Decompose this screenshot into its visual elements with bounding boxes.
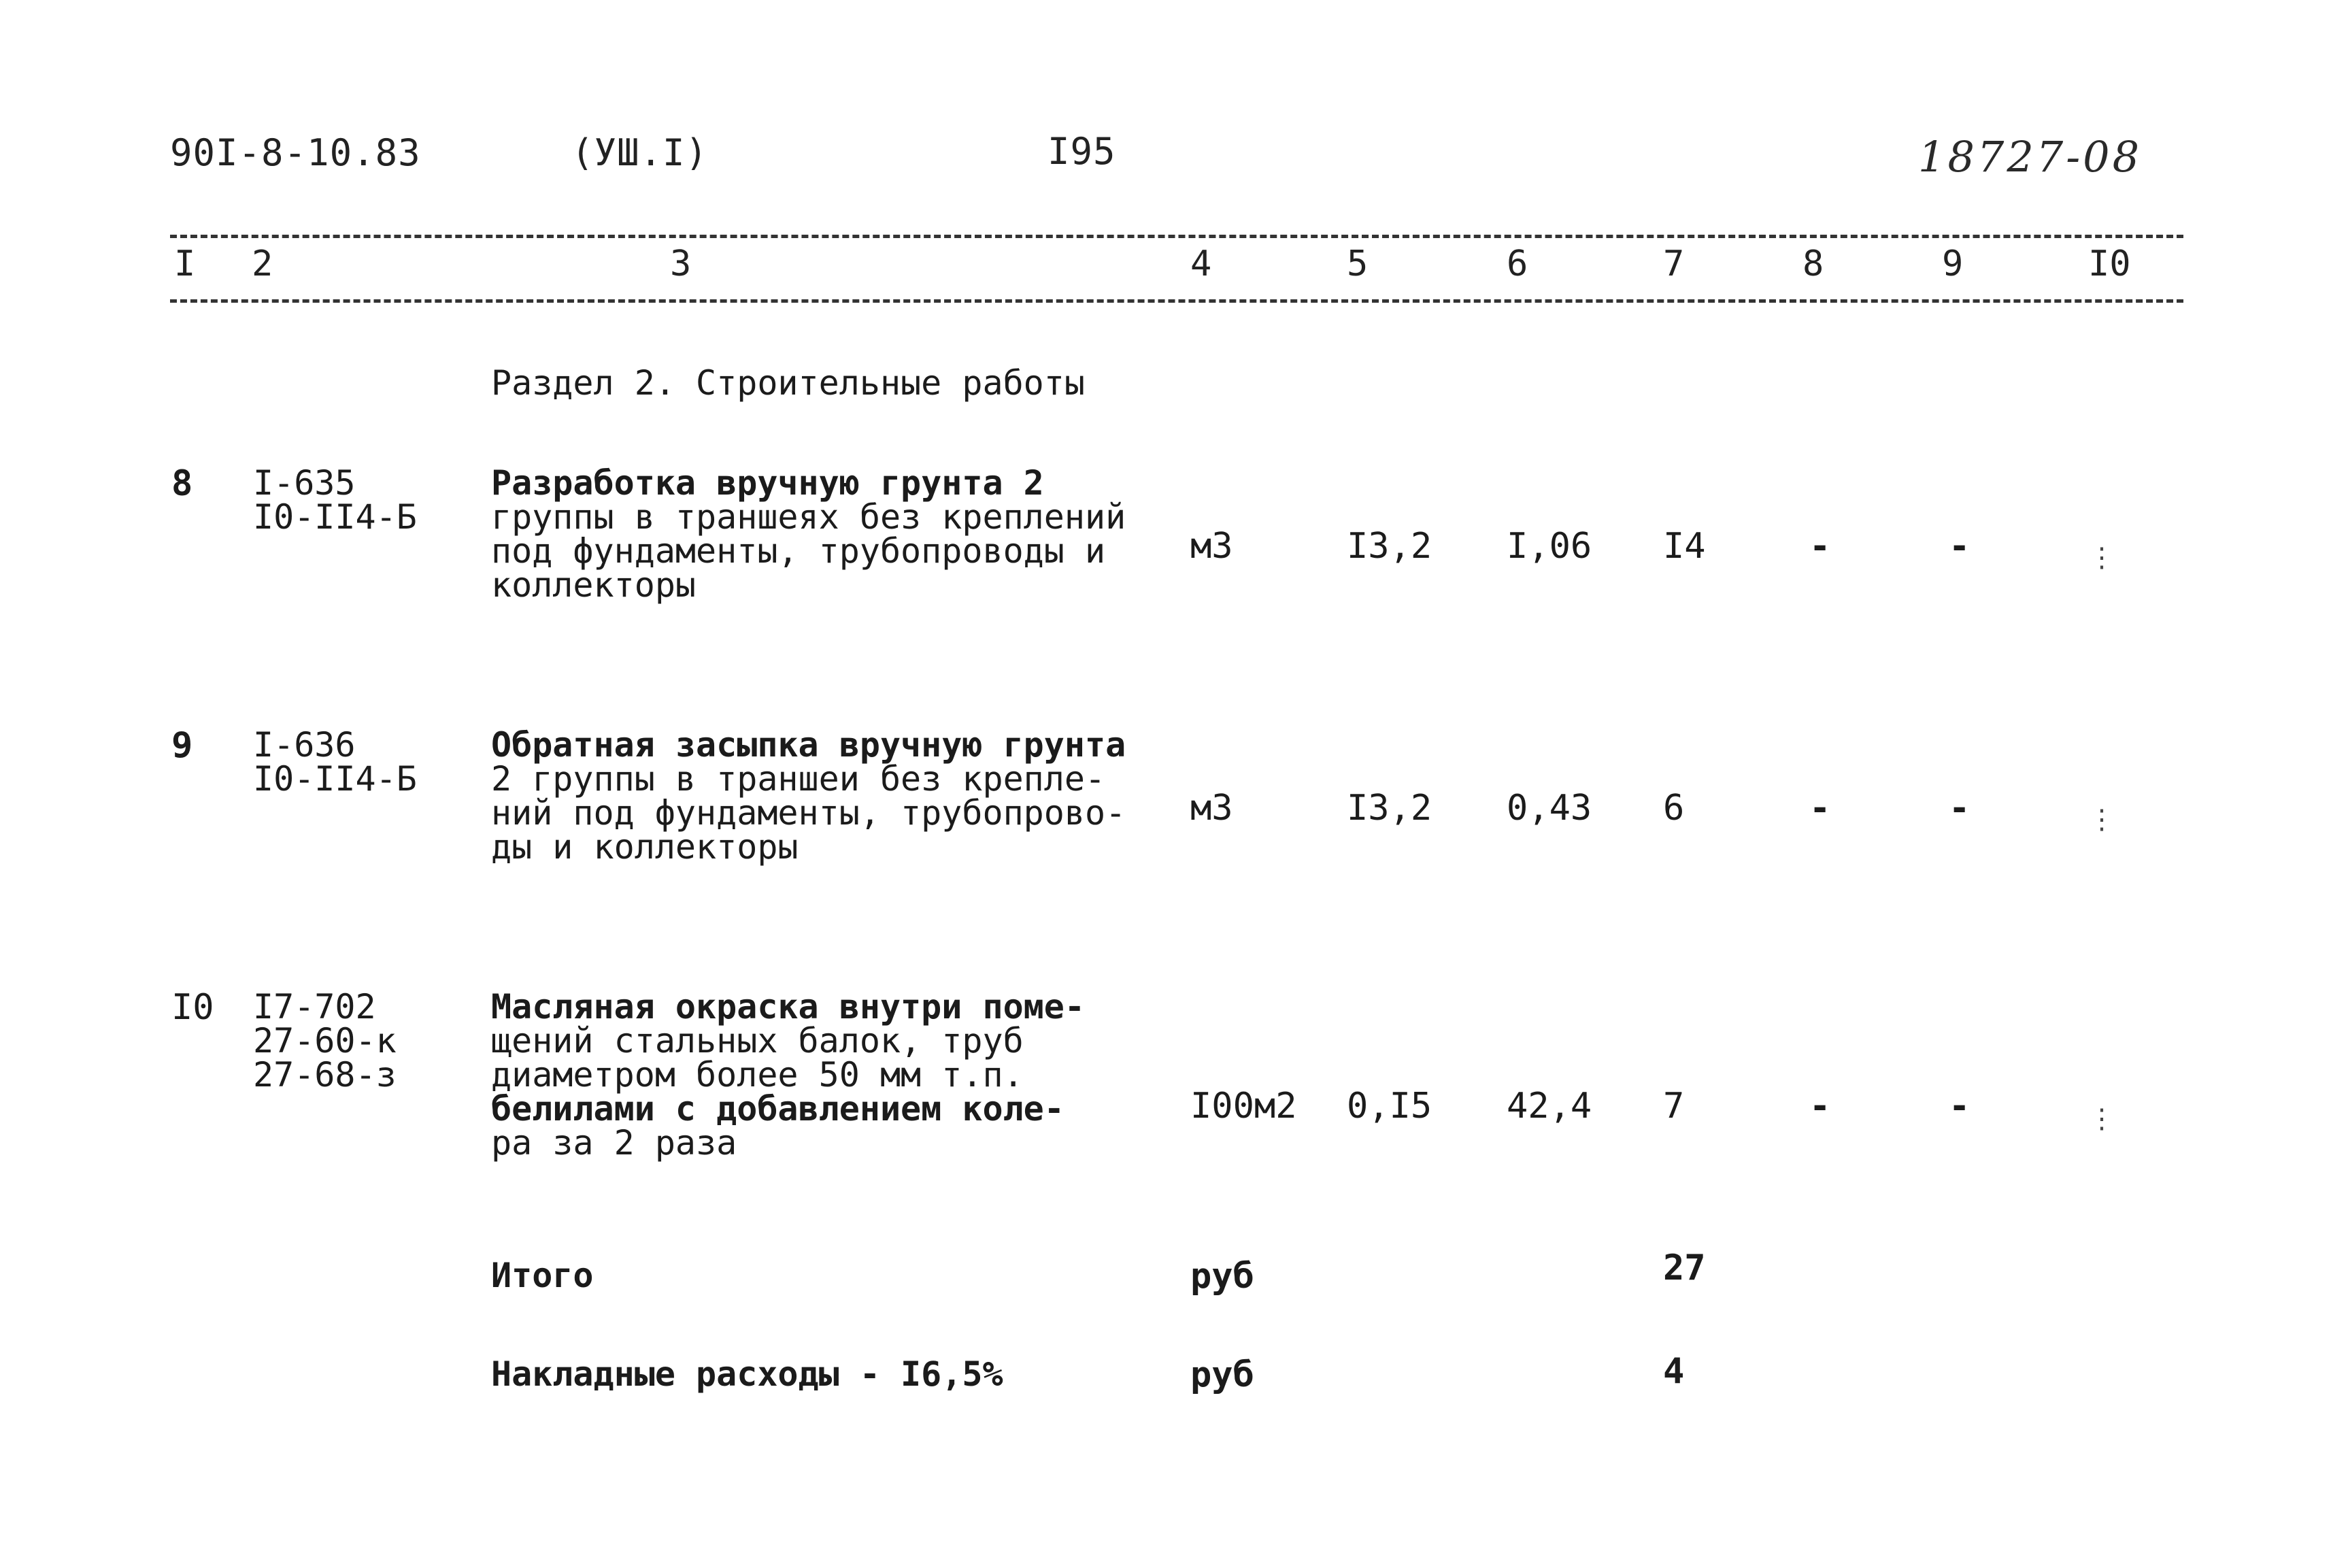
row-total: I4 [1663, 526, 1706, 567]
overhead-value: 4 [1663, 1351, 1685, 1392]
column-header-5: 5 [1347, 244, 1369, 284]
row-description-line: Масляная окраска внутри поме- [491, 987, 1085, 1027]
row-unit-price: 42,4 [1507, 1086, 1592, 1127]
row-col8: - [1809, 788, 1831, 829]
row-code: I0-II4-Б [253, 759, 417, 799]
row-col9: - [1949, 1086, 1971, 1127]
row-unit-price: I,06 [1507, 526, 1592, 567]
column-header-7: 7 [1663, 244, 1685, 284]
row-description-line: 2 группы в траншеи без крепле- [491, 759, 1106, 799]
column-header-1: I [174, 244, 196, 284]
row-description-line: белилами с добавлением коле- [491, 1089, 1064, 1129]
section-title: Раздел 2. Строительные работы [491, 363, 1085, 403]
row-col9: - [1949, 526, 1971, 567]
row-col8: - [1809, 1086, 1831, 1127]
row-quantity: I3,2 [1347, 788, 1432, 829]
row-col10: ⋮ [2088, 804, 2115, 835]
row-code: I7-702 [253, 987, 376, 1027]
row-quantity: I3,2 [1347, 526, 1432, 567]
total-label: Итого [491, 1256, 594, 1295]
row-col10: ⋮ [2088, 542, 2115, 573]
row-description-line: диаметром более 50 мм т.п. [491, 1055, 1024, 1095]
row-description-line: группы в траншеях без креплений [491, 497, 1126, 537]
row-number: I0 [171, 987, 214, 1028]
row-col10: ⋮ [2088, 1103, 2115, 1135]
row-description-line: щений стальных балок, труб [491, 1021, 1024, 1061]
row-description-line: ды и коллекторы [491, 827, 799, 867]
row-total: 6 [1663, 788, 1685, 829]
overhead-label: Накладные расходы - I6,5% [491, 1354, 1003, 1394]
row-code: 27-60-к [253, 1021, 397, 1061]
total-value: 27 [1663, 1248, 1706, 1288]
column-header-2: 2 [252, 244, 273, 284]
row-col8: - [1809, 526, 1831, 567]
column-header-4: 4 [1190, 244, 1212, 284]
row-unit-price: 0,43 [1507, 788, 1592, 829]
row-description-line: коллекторы [491, 565, 697, 605]
column-header-3: 3 [670, 244, 692, 284]
row-code: I-635 [253, 463, 356, 503]
row-total: 7 [1663, 1086, 1685, 1127]
row-unit: I00м2 [1190, 1086, 1297, 1127]
header-rule-bottom [170, 299, 2183, 303]
row-code: 27-68-з [253, 1055, 397, 1095]
row-description-line: Обратная засыпка вручную грунта [491, 725, 1126, 765]
document-code: 90I-8-10.83 [170, 131, 421, 174]
section-code: (УШ.I) [571, 131, 709, 174]
row-number: 8 [171, 463, 193, 504]
row-code: I0-II4-Б [253, 497, 417, 537]
column-header-8: 8 [1802, 244, 1824, 284]
row-quantity: 0,I5 [1347, 1086, 1432, 1127]
row-code: I-636 [253, 725, 356, 765]
row-description-line: ра за 2 раза [491, 1123, 737, 1163]
row-description-line: под фундаменты, трубопроводы и [491, 531, 1106, 571]
column-header-10: I0 [2088, 244, 2131, 284]
row-unit: м3 [1190, 788, 1233, 829]
row-col9: - [1949, 788, 1971, 829]
total-unit: руб [1190, 1256, 1254, 1297]
column-header-9: 9 [1942, 244, 1964, 284]
header-rule-top [170, 235, 2183, 238]
column-header-6: 6 [1507, 244, 1528, 284]
row-description-line: ний под фундаменты, трубопрово- [491, 793, 1126, 833]
page-number: I95 [1047, 130, 1116, 173]
row-number: 9 [171, 725, 193, 766]
row-unit: м3 [1190, 526, 1233, 567]
overhead-unit: руб [1190, 1354, 1254, 1395]
document-number: 18727-08 [1918, 132, 2143, 182]
row-description-line: Разработка вручную грунта 2 [491, 463, 1044, 503]
